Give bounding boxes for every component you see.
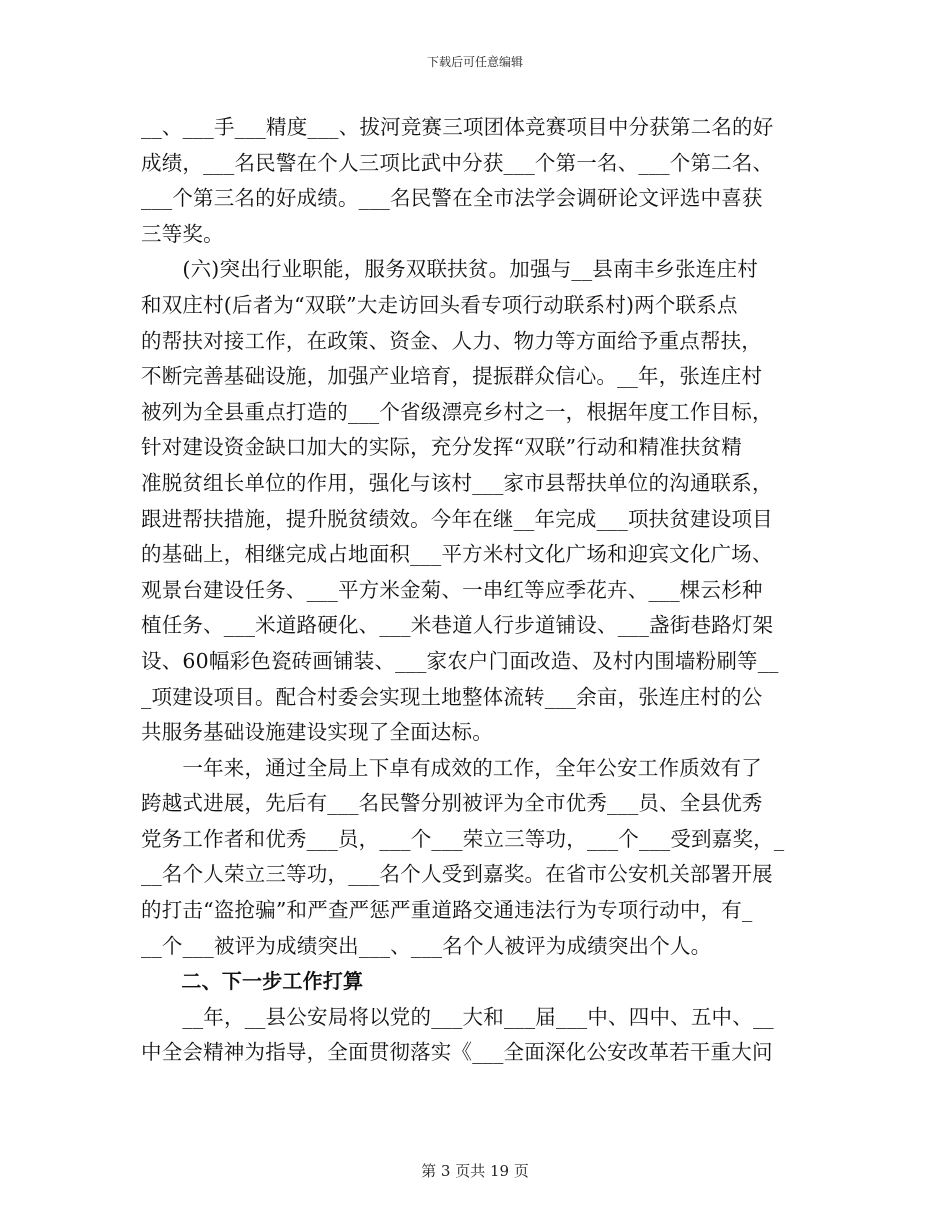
page-header: 下载后可任意编辑	[426, 55, 523, 69]
text-line: 成绩，___名民警在个人三项比武中分获___个第一名、___个第二名、	[141, 150, 774, 175]
text-line: 的帮扶对接工作，在政策、资金、人力、物力等方面给予重点帮扶，	[141, 328, 762, 353]
text-line: __个___被评为成绩突出___、___名个人被评为成绩突出个人。	[141, 933, 712, 958]
text-line: 不断完善基础设施，加强产业培育，提振群众信心。__年，张连庄村	[141, 364, 763, 389]
text-line: (六)突出行业职能，服务双联扶贫。加强与__县南丰乡张连庄村	[141, 257, 758, 282]
text-line: 观景台建设任务、___平方米金菊、一串红等应季花卉、___棵云杉种	[141, 577, 763, 602]
text-line: 一年来，通过全局上下卓有成效的工作，全年公安工作质效有了	[141, 755, 762, 780]
text-line: ___个第三名的好成绩。___名民警在全市法学会调研论文评选中喜获	[141, 186, 763, 211]
document-body	[141, 110, 811, 1071]
text-line: 的打击“盗抢骗”和严查严惩严重道路交通违法行为专项行动中，有_	[141, 898, 753, 923]
text-line: _项建设项目。配合村委会实现土地整体流转___余亩，张连庄村的公	[141, 684, 763, 709]
text-line: __、___手___精度___、拔河竞赛三项团体竞赛项目中分获第二名的好	[141, 115, 774, 139]
text-line: 党务工作者和优秀___员，___个___荣立三等功，___个___受到嘉奖，_	[141, 826, 785, 851]
text-line: 三等奖。	[141, 221, 224, 246]
text-line: 跨越式进展，先后有___名民警分别被评为全市优秀___员、全县优秀	[141, 791, 763, 816]
text-line: __年，__县公安局将以党的___大和___届___中、四中、五中、__	[141, 1004, 774, 1029]
section-heading: 二、下一步工作打算	[141, 969, 364, 994]
text-line: 针对建设资金缺口加大的实际，充分发挥“双联”行动和精准扶贫精	[141, 435, 742, 460]
text-line: 被列为全县重点打造的___个省级漂亮乡村之一，根据年度工作目标，	[141, 399, 773, 424]
text-line: 跟进帮扶措施，提升脱贫绩效。今年在继__年完成___项扶贫建设项目	[141, 506, 773, 531]
text-line: 共服务基础设施建设实现了全面达标。	[141, 720, 493, 745]
text-line: 植任务、___米道路硬化、___米巷道人行步道铺设、___盏街巷路灯架	[141, 613, 774, 638]
text-line: 设、60幅彩色瓷砖画铺装、___家农户门面改造、及村内围墙粉刷等__	[141, 648, 779, 673]
text-line: 和双庄村(后者为“双联”大走访回头看专项行动联系村)两个联系点	[141, 292, 738, 317]
text-line: 中全会精神为指导，全面贯彻落实《___全面深化公安改革若干重大问	[141, 1040, 773, 1065]
text-line: 准脱贫组长单位的作用，强化与该村___家市县帮扶单位的沟通联系，	[141, 470, 773, 495]
text-line: __名个人荣立三等功，___名个人受到嘉奖。在省市公安机关部署开展	[141, 862, 773, 887]
text-line: 的基础上，相继完成占地面积___平方米村文化广场和迎宾文化广场、	[141, 542, 773, 567]
page-footer: 第 3 页共 19 页	[421, 1162, 529, 1180]
